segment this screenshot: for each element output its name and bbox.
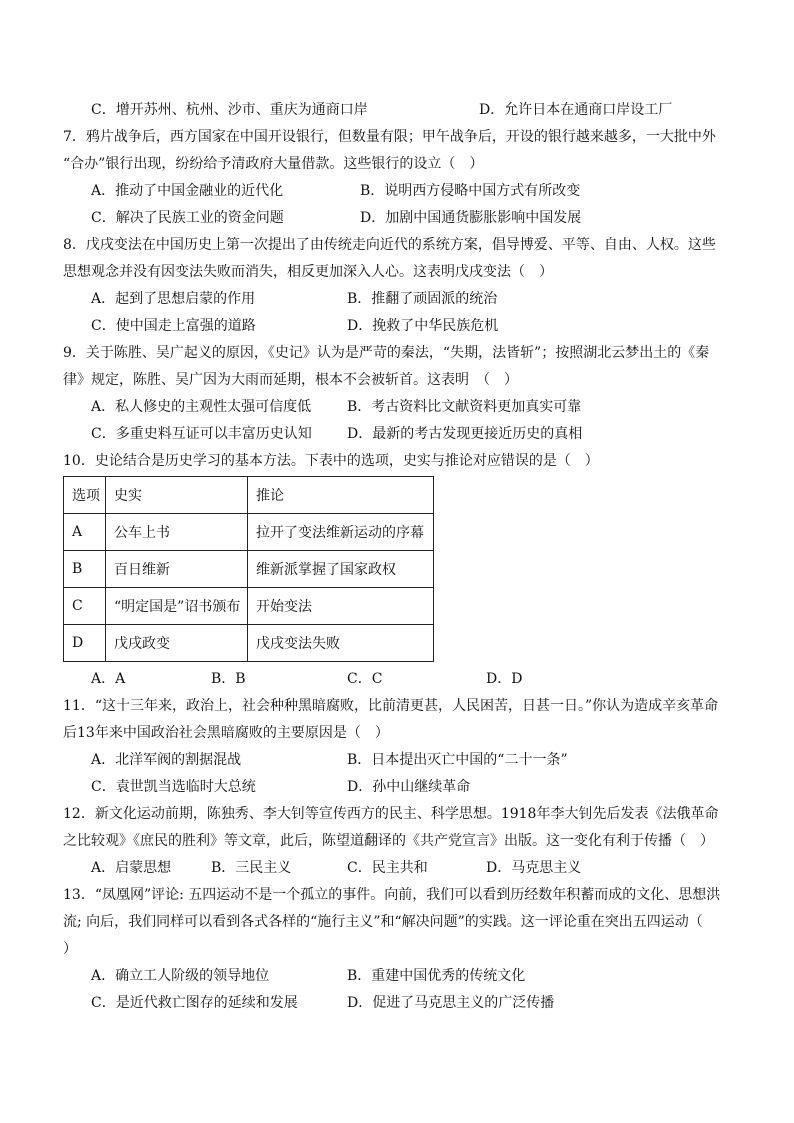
table-cell: 百日维新 <box>106 551 248 588</box>
q11-option-d: D．孙中山继续革命 <box>347 779 471 795</box>
table-row <box>64 551 434 588</box>
q13-stem-line-1: 13．“凤凰网”评论: 五四运动不是一个孤立的事件。向前，我们可以看到历经数年积蓄而成的文化、思想洪 <box>63 887 721 903</box>
q11-stem-line-2: 后13年来中国政治社会黑暗腐败的主要原因是（ ） <box>63 725 389 741</box>
q11-option-a: A．北洋军阀的割据混战 <box>91 752 242 768</box>
q10-table <box>63 476 434 662</box>
q10-option-b: B．B <box>211 671 246 687</box>
q8-stem-line-1: 8．戊戌变法在中国历史上第一次提出了由传统走向近代的系统方案，倡导博爱、平等、自由、人权。这些 <box>63 237 716 253</box>
q13-option-c: C．是近代救亡图存的延续和发展 <box>91 995 298 1011</box>
q10-option-d: D．D <box>486 671 523 687</box>
q9-option-d: D．最新的考古发现更接近历史的真相 <box>347 426 583 442</box>
q12-option-c: C．民主共和 <box>347 860 428 876</box>
q12-option-d: D．马克思主义 <box>486 860 582 876</box>
q11-option-b: B．日本提出灭亡中国的“二十一条” <box>347 752 568 768</box>
table-cell: C <box>64 588 106 625</box>
table-cell: D <box>64 625 106 662</box>
q13-option-d: D．促进了马克思主义的广泛传播 <box>347 995 555 1011</box>
q9-option-c: C．多重史料互证可以丰富历史认知 <box>91 426 312 442</box>
table-cell: 维新派掌握了国家政权 <box>248 551 434 588</box>
q9-option-b: B．考古资料比文献资料更加真实可靠 <box>347 399 582 415</box>
table-cell: 戊戌政变 <box>106 625 248 662</box>
q7-option-b: B．说明西方侵略中国方式有所改变 <box>360 183 581 199</box>
table-cell: 公车上书 <box>106 514 248 551</box>
q10-option-c: C．C <box>347 671 383 687</box>
table-row <box>64 514 434 551</box>
table-cell: 开始变法 <box>248 588 434 625</box>
q7-option-c: C．解决了民族工业的资金问题 <box>91 210 284 226</box>
table-cell: A <box>64 514 106 551</box>
q11-option-c: C．袁世凯当选临时大总统 <box>91 779 256 795</box>
table-header-cell: 史实 <box>106 477 248 514</box>
q10-option-a: A．A <box>91 671 126 687</box>
q10-stem: 10．史论结合是历史学习的基本方法。下表中的选项，史实与推论对应错误的是（ ） <box>63 453 599 469</box>
q12-option-b: B．三民主义 <box>211 860 292 876</box>
q6-option-c: C．增开苏州、杭州、沙市、重庆为通商口岸 <box>91 102 368 118</box>
table-header-cell: 选项 <box>64 477 106 514</box>
q7-stem-line-1: 7．鸦片战争后，西方国家在中国开设银行，但数量有限；甲午战争后，开设的银行越来越多，一大批中外 <box>63 129 716 145</box>
table-header-cell: 推论 <box>248 477 434 514</box>
q8-option-b: B．推翻了顽固派的统治 <box>347 291 498 307</box>
table-cell: B <box>64 551 106 588</box>
q9-stem-line-1: 9．关于陈胜、吴广起义的原因，《史记》认为是严苛的秦法，“失期，法皆斩”；按照湖北云梦出土的《秦 <box>63 345 710 361</box>
q11-stem-line-1: 11．“这十三年来，政治上，社会种种黑暗腐败，比前清更甚，人民困苦，日甚一日。”你认为造成辛亥革命 <box>63 698 719 714</box>
q13-option-a: A．确立工人阶级的领导地位 <box>91 968 270 984</box>
table-row <box>64 625 434 662</box>
q13-stem-line-2: 流; 向后，我们同样可以看到各式各样的“施行主义”和“解决问题”的实践。这一评论重在突出五四运动（ <box>63 914 703 930</box>
table-header-row <box>64 477 434 514</box>
q12-option-a: A．启蒙思想 <box>91 860 172 876</box>
q12-stem-line-1: 12．新文化运动前期，陈独秀、李大钊等宣传西方的民主、科学思想。1918年李大钊先后发表《法俄革命 <box>63 806 719 822</box>
q7-stem-line-2: “合办”银行出现，纷纷给予清政府大量借款。这些银行的设立（ ） <box>63 156 484 172</box>
q8-option-a: A．起到了思想启蒙的作用 <box>91 291 256 307</box>
q13-option-b: B．重建中国优秀的传统文化 <box>347 968 526 984</box>
q13-stem-line-3: ） <box>63 941 77 957</box>
q7-option-a: A．推动了中国金融业的近代化 <box>91 183 284 199</box>
q8-option-d: D．挽救了中华民族危机 <box>347 318 499 334</box>
table-cell: 拉开了变法维新运动的序幕 <box>248 514 434 551</box>
q8-stem-line-2: 思想观念并没有因变法失败而消失，相反更加深入人心。这表明戊戌变法（ ） <box>63 264 553 280</box>
q6-option-d: D．允许日本在通商口岸设工厂 <box>479 102 673 118</box>
table-cell: “明定国是”诏书颁布 <box>106 588 248 625</box>
table-row <box>64 588 434 625</box>
table-cell: 戊戌变法失败 <box>248 625 434 662</box>
q8-option-c: C．使中国走上富强的道路 <box>91 318 256 334</box>
q9-option-a: A．私人修史的主观性太强可信度低 <box>91 399 312 415</box>
q12-stem-line-2: 之比较观》《庶民的胜利》等文章，此后，陈望道翻译的《共产党宣言》出版。这一变化有利于传播（ ） <box>63 833 714 849</box>
q9-stem-line-2: 律》规定，陈胜、吴广因为大雨而延期，根本不会被斩首。这表明 （ ） <box>63 372 518 388</box>
q7-option-d: D．加剧中国通货膨胀影响中国发展 <box>360 210 582 226</box>
